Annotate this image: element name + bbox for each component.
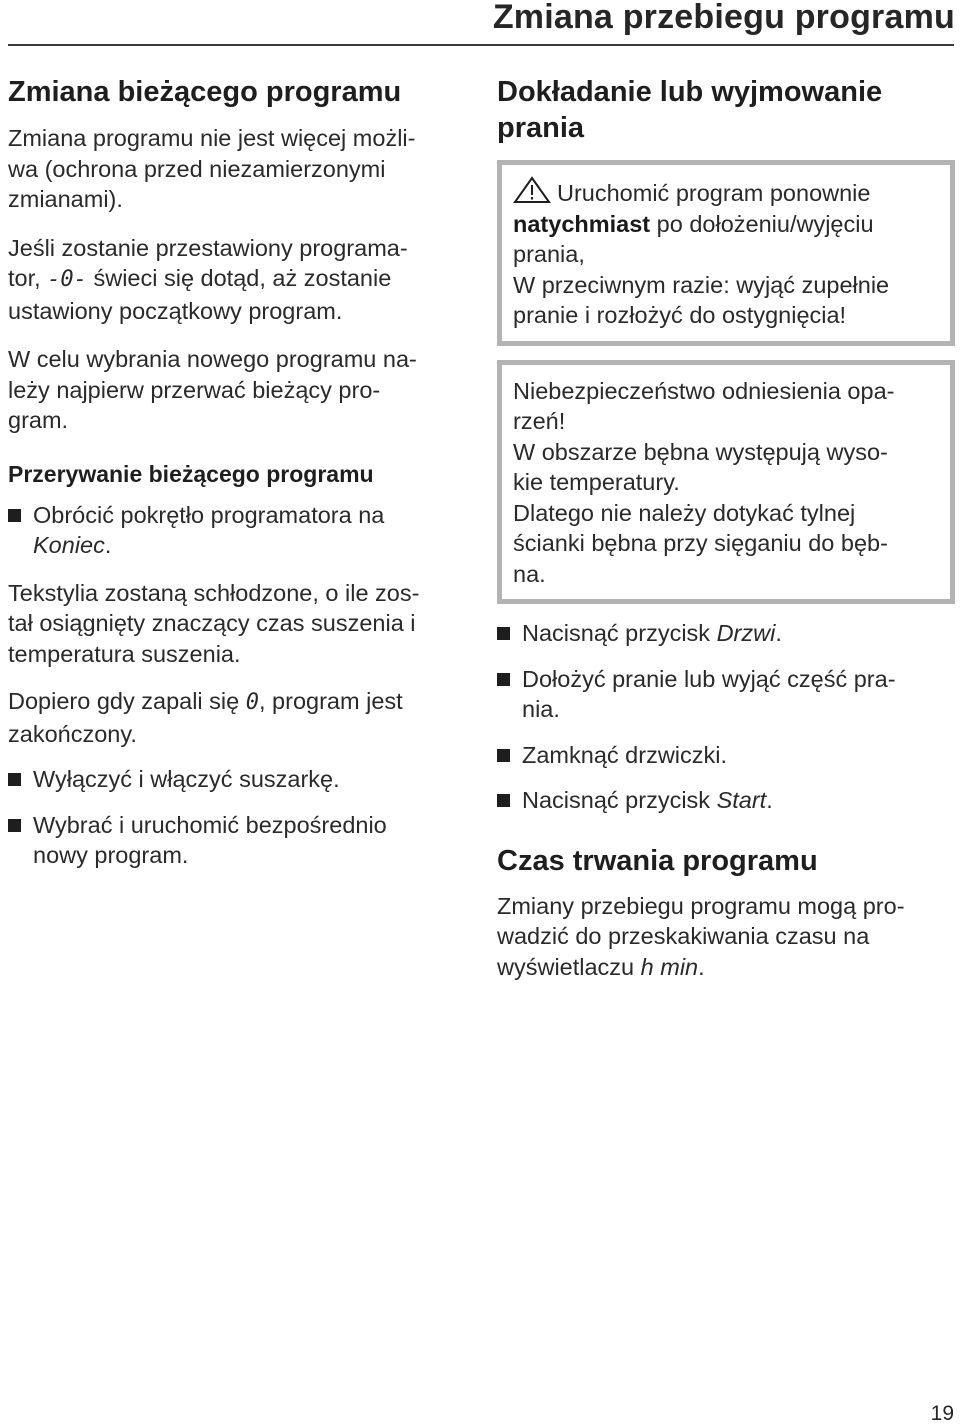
text-line: leży najpierw przerwać bieżący pro- <box>8 376 381 403</box>
bullet-square-icon <box>497 749 510 762</box>
step-select-new-program <box>8 810 458 871</box>
left-column <box>8 70 458 871</box>
text-line: kie temperatury. <box>513 469 680 495</box>
text-fragment: wyświetlaczu <box>497 953 641 980</box>
emphasis-immediately: natychmiast <box>513 210 651 237</box>
text-line: nia. <box>522 696 560 722</box>
text-line: tał osiągnięty znaczący czas suszenia i <box>8 610 416 636</box>
warning-triangle-icon <box>513 176 551 204</box>
paragraph-select-new-program <box>8 344 458 436</box>
text-line: Wyłączyć i włączyć suszarkę. <box>33 766 340 792</box>
selector-position-label: Koniec <box>33 532 105 558</box>
text-line: Obrócić pokrętło programatora na <box>33 501 385 528</box>
paragraph-duration-change <box>497 891 955 983</box>
warning-box <box>497 160 955 346</box>
text-fragment: Uruchomić program ponownie <box>557 180 871 206</box>
bullet-square-icon <box>497 673 510 686</box>
text-fragment: . <box>698 953 705 980</box>
text-line <box>8 686 458 719</box>
text-fragment: . <box>775 620 782 646</box>
text-line: wadzić do przeskakiwania czasu na <box>497 923 870 949</box>
text-line: Tekstylia zostaną schłodzone, o ile zos- <box>8 579 420 606</box>
paragraph-textiles-cooled <box>8 578 458 670</box>
bullet-square-icon <box>8 819 21 832</box>
text-line: gram. <box>8 407 69 433</box>
step-switch-off-on <box>8 764 458 795</box>
text-line: W obszarze bębna występują wyso- <box>513 438 888 465</box>
text-line: ścianki bębna przy sięganiu do bęb- <box>513 530 888 556</box>
heading-add-remove-laundry <box>497 74 955 146</box>
button-name-start: Start <box>716 787 767 813</box>
button-name-drzwi: Drzwi <box>716 620 776 646</box>
text-line: W celu wybrania nowego programu na- <box>8 346 417 372</box>
text-line: W przeciwnym razie: wyjąć zupełnie <box>513 271 890 298</box>
bullet-square-icon <box>8 509 21 522</box>
text-line <box>33 530 458 561</box>
text-line <box>522 618 955 649</box>
warning-text <box>513 176 938 331</box>
text-fragment: Dopiero gdy zapali się <box>8 688 246 714</box>
text-fragment: po dołożeniu/wyjęciu <box>650 210 874 237</box>
text-fragment: , program jest <box>259 688 403 714</box>
step-turn-selector <box>8 500 458 561</box>
heading-change-current-program: Zmiana bieżącego programu <box>8 76 402 108</box>
step-close-door <box>497 740 955 771</box>
text-line: Wybrać i uruchomić bezpośrednio <box>33 811 387 838</box>
text-line <box>8 263 458 296</box>
text-fragment: . <box>766 787 773 813</box>
text-fragment: świeci się dotąd, aż zostanie <box>86 265 392 291</box>
text-line: na. <box>513 560 546 587</box>
running-header: Zmiana przebiegu programu <box>492 0 955 36</box>
text-line: zakończony. <box>8 720 137 747</box>
bullet-square-icon <box>8 773 21 786</box>
display-segment-dash-zero: -0- <box>47 267 87 292</box>
text-line <box>522 785 955 816</box>
text-line: pranie i rozłożyć do ostygnięcia! <box>513 302 847 328</box>
text-line: Niebezpieczeństwo odniesienia opa- <box>513 377 895 404</box>
text-line: Zmiany przebiegu programu mogą pro- <box>497 892 905 919</box>
text-line: nowy program. <box>33 842 189 868</box>
display-segment-zero: 0 <box>245 690 259 715</box>
text-line: Zmiana programu nie jest więcej możli- <box>8 125 416 151</box>
text-line <box>497 952 955 983</box>
text-line: Dlatego nie należy dotykać tylnej <box>513 499 856 526</box>
bullet-square-icon <box>497 794 510 807</box>
text-line: ustawiony początkowy program. <box>8 297 343 324</box>
step-add-remove-laundry <box>497 664 955 725</box>
text-line: Jeśli zostanie przestawiony programa- <box>8 234 408 261</box>
text-line: Dołożyć pranie lub wyjąć część pra- <box>522 665 896 692</box>
paragraph-change-not-possible <box>8 123 458 215</box>
page-number: 19 <box>930 1402 954 1425</box>
text-fragment: Nacisnąć przycisk <box>522 620 717 646</box>
danger-box <box>497 360 955 605</box>
text-line <box>513 209 938 240</box>
header-rule <box>8 44 954 46</box>
text-line: Dokładanie lub wyjmowanie <box>497 76 883 108</box>
paragraph-program-finished <box>8 686 458 749</box>
step-press-start-button <box>497 785 955 816</box>
heading-interrupt-program: Przerywanie bieżącego programu <box>8 460 374 487</box>
display-unit-h-min: h min <box>640 953 699 980</box>
text-line: Zamknąć drzwiczki. <box>522 741 728 768</box>
text-fragment: Nacisnąć przycisk <box>522 787 717 813</box>
heading-program-duration: Czas trwania programu <box>497 844 818 877</box>
text-fragment: tor, <box>8 265 48 291</box>
text-line: prania <box>497 112 585 144</box>
text-line: prania, <box>513 241 585 267</box>
right-column <box>497 70 955 982</box>
text-line: zmianami). <box>8 186 123 212</box>
text-line: wa (ochrona przed niezamierzonymi <box>8 155 386 182</box>
text-fragment: . <box>104 532 112 558</box>
bullet-square-icon <box>497 627 510 640</box>
danger-text <box>513 376 938 590</box>
step-press-door-button <box>497 618 955 649</box>
text-line: rzeń! <box>513 408 566 434</box>
text-line: temperatura suszenia. <box>8 640 241 667</box>
paragraph-selector-moved <box>8 233 458 327</box>
text-line <box>513 176 938 209</box>
